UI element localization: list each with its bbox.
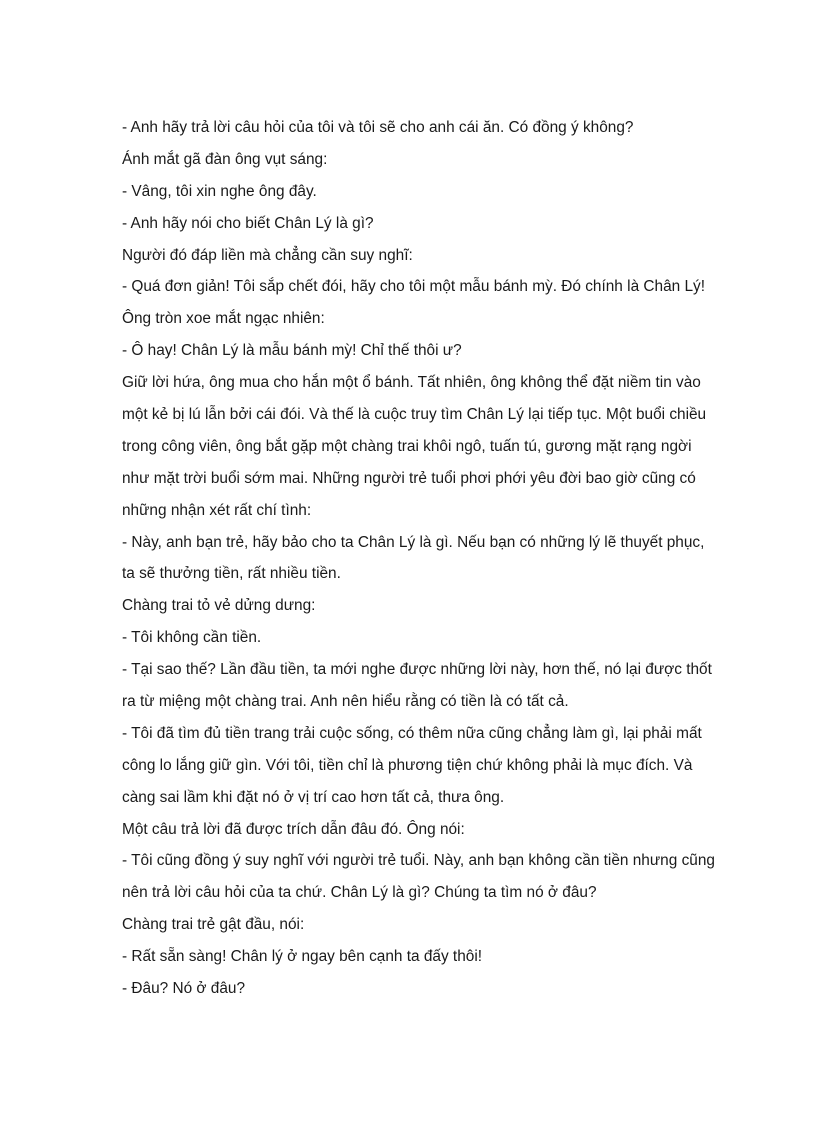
text-line: - Tôi cũng đồng ý suy nghĩ với người trẻ tuổi. Này, anh bạn không cần tiền nhưng cũng (122, 852, 715, 870)
text-line: - Anh hãy trả lời câu hỏi của tôi và tôi sẽ cho anh cái ăn. Có đồng ý không? (122, 119, 634, 136)
text-line: - Tại sao thế? Lần đầu tiền, ta mới nghe được những lời này, hơn thế, nó lại được thốt (122, 661, 712, 679)
text-line: ra từ miệng một chàng trai. Anh nên hiểu rằng có tiền là có tất cả. (122, 693, 569, 711)
text-line: nên trả lời câu hỏi của ta chứ. Chân Lý là gì? Chúng ta tìm nó ở đâu? (122, 884, 597, 902)
text-line: - Ô hay! Chân Lý là mẫu bánh mỳ! Chỉ thế thôi ư? (122, 342, 462, 360)
text-line: Ông tròn xoe mắt ngạc nhiên: (122, 310, 325, 328)
text-line: Ánh mắt gã đàn ông vụt sáng: (122, 150, 328, 168)
text-line: - Đâu? Nó ở đâu? (122, 980, 246, 998)
text-line: ta sẽ thưởng tiền, rất nhiều tiền. (122, 565, 341, 583)
text-line: một kẻ bị lú lẫn bởi cái đói. Và thế là cuộc truy tìm Chân Lý lại tiếp tục. Một buổi chiều (122, 406, 707, 424)
text-line: - Tôi không cần tiền. (122, 629, 262, 647)
text-line: trong công viên, ông bắt gặp một chàng trai khôi ngô, tuấn tú, gương mặt rạng ngời (122, 437, 692, 455)
text-line: - Tôi đã tìm đủ tiền trang trải cuộc sống, có thêm nữa cũng chẳng làm gì, lại phải mất (122, 724, 702, 742)
text-line: - Anh hãy nói cho biết Chân Lý là gì? (122, 214, 374, 232)
text-line: Chàng trai tỏ vẻ dửng dưng: (122, 597, 316, 615)
text-line: - Rất sẵn sàng! Chân lý ở ngay bên cạnh ta đấy thôi! (122, 948, 483, 966)
text-line: - Quá đơn giản! Tôi sắp chết đói, hãy cho tôi một mẫu bánh mỳ. Đó chính là Chân Lý! (122, 278, 706, 296)
document-body (122, 112, 722, 1005)
text-line: Chàng trai trẻ gật đầu, nói: (122, 916, 305, 934)
text-line: những nhận xét rất chí tình: (122, 501, 312, 519)
text-line: Người đó đáp liền mà chẳng cần suy nghĩ: (122, 246, 413, 264)
text-line: - Vâng, tôi xin nghe ông đây. (122, 182, 317, 200)
text-line: Giữ lời hứa, ông mua cho hắn một ổ bánh. Tất nhiên, ông không thể đặt niềm tin vào (122, 374, 701, 392)
text-line: như mặt trời buổi sớm mai. Những người trẻ tuổi phơi phới yêu đời bao giờ cũng có (122, 469, 696, 487)
text-line: - Này, anh bạn trẻ, hãy bảo cho ta Chân Lý là gì. Nếu bạn có những lý lẽ thuyết phục, (122, 533, 705, 551)
text-line: công lo lắng giữ gìn. Với tôi, tiền chỉ là phương tiện chứ không phải là mục đích. Và (122, 756, 693, 774)
text-line: Một câu trả lời đã được trích dẫn đâu đó. Ông nói: (122, 820, 465, 838)
text-line: càng sai lầm khi đặt nó ở vị trí cao hơn tất cả, thưa ông. (122, 788, 505, 806)
